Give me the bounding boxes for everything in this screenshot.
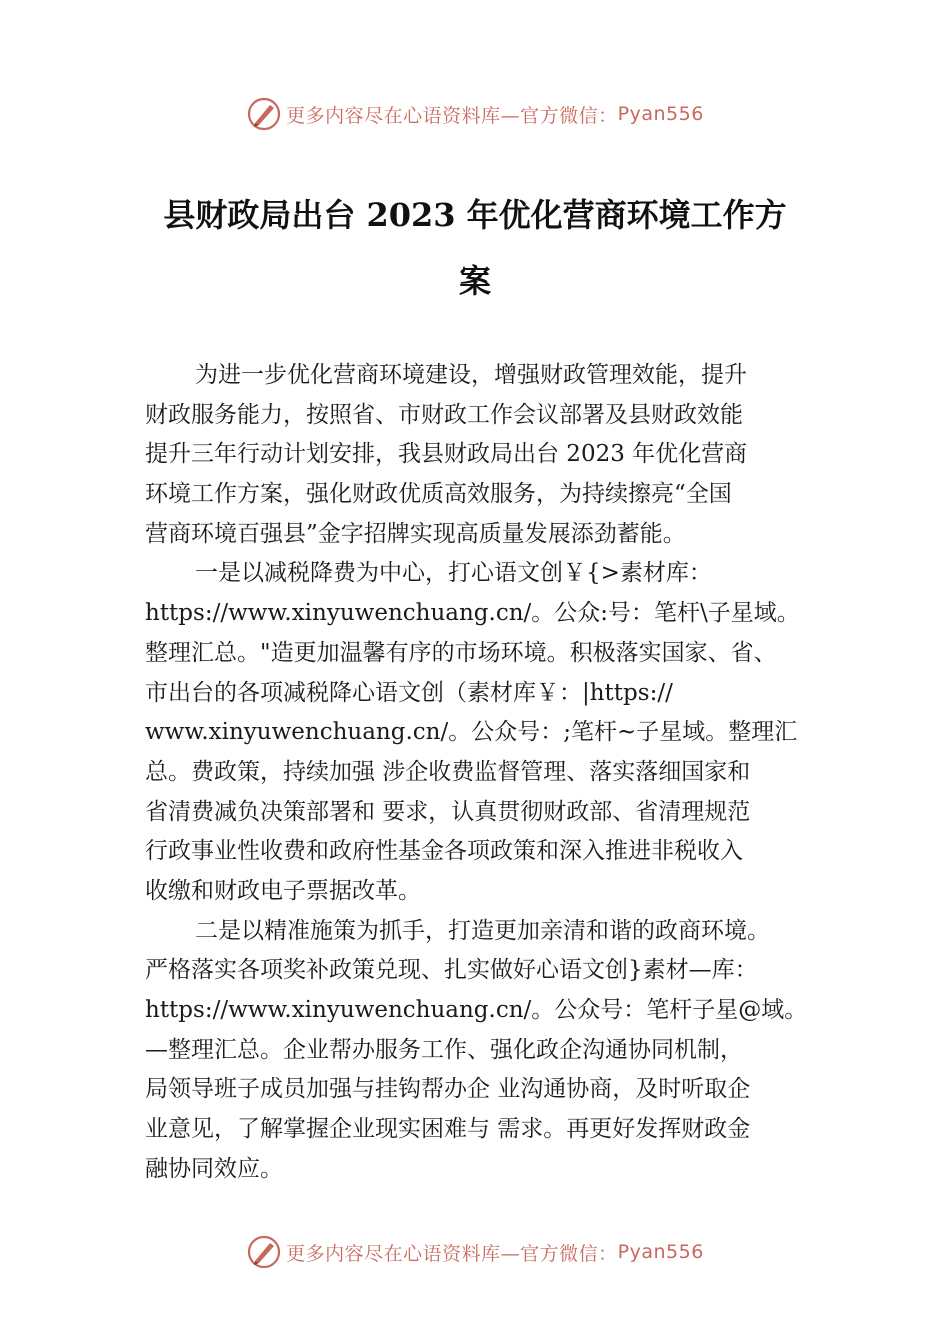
body-line: https://www.xinyuwenchuang.cn/。公众:号：笔杆\子星域。 [145, 600, 800, 627]
body-line: 收缴和财政电子票据改革。 [145, 877, 421, 904]
watermark-wechat-id: Pyan556 [617, 103, 704, 125]
body-line: 财政服务能力，按照省、市财政工作会议部署及县财政效能 [145, 401, 743, 428]
watermark-wechat-id: Pyan556 [617, 1241, 704, 1263]
body-line: —整理汇总。企业帮办服务工作、强化政企沟通协同机制， [145, 1036, 743, 1063]
body-line: 业意见，了解掌握企业现实困难与 需求。再更好发挥财政金 [145, 1116, 751, 1143]
title-line: 县财政局出台 2023 年优化营商环境工作方 [163, 196, 787, 234]
body-line: 提升三年行动计划安排，我县财政局出台 2023 年优化营商 [145, 441, 748, 468]
body-line: 为进一步优化营商环境建设，增强财政管理效能，提升 [195, 362, 747, 388]
pen-logo-icon [246, 96, 282, 132]
body-line: 行政事业性收费和政府性基金各项政策和深入推进非税收入 [145, 838, 743, 865]
body-line: 二是以精准施策为抓手，打造更加亲清和谐的政商环境。 [195, 917, 770, 944]
watermark-footer [0, 1234, 950, 1270]
body-line: 严格落实各项奖补政策兑现、扎实做好心语文创}素材—库： [145, 957, 758, 984]
body-line: 市出台的各项减税降心语文创（素材库￥：|https:// [145, 679, 673, 706]
document-body [145, 356, 835, 1189]
body-line: 环境工作方案，强化财政优质高效服务，为持续擦亮“全国 [145, 481, 732, 508]
body-line: www.xinyuwenchuang.cn/。公众号：;笔杆~子星域。整理汇 [145, 719, 798, 746]
body-line: 局领导班子成员加强与挂钩帮办企 业沟通协商，及时听取企 [145, 1076, 751, 1103]
watermark-header [0, 96, 950, 132]
watermark-text: 更多内容尽在心语资料库—官方微信： [286, 104, 618, 127]
watermark-text: 更多内容尽在心语资料库—官方微信： [286, 1242, 618, 1265]
body-line: 总。费政策，持续加强 涉企收费监督管理、落实落细国家和 [145, 758, 751, 785]
document-title [140, 182, 810, 314]
title-line: 案 [458, 262, 491, 300]
body-line: 融协同效应。 [145, 1155, 283, 1182]
pen-logo-icon [246, 1234, 282, 1270]
body-line: 省清费减负决策部署和 要求，认真贯彻财政部、省清理规范 [145, 798, 751, 825]
body-line: 营商环境百强县”金字招牌实现高质量发展添劲蓄能。 [145, 520, 686, 547]
body-line: 一是以减税降费为中心，打心语文创￥{>素材库： [195, 560, 712, 587]
body-line: 整理汇总。"造更加温馨有序的市场环境。积极落实国家、省、 [145, 639, 777, 666]
body-line: https://www.xinyuwenchuang.cn/。公众号：笔杆子星@域。 [145, 997, 808, 1023]
